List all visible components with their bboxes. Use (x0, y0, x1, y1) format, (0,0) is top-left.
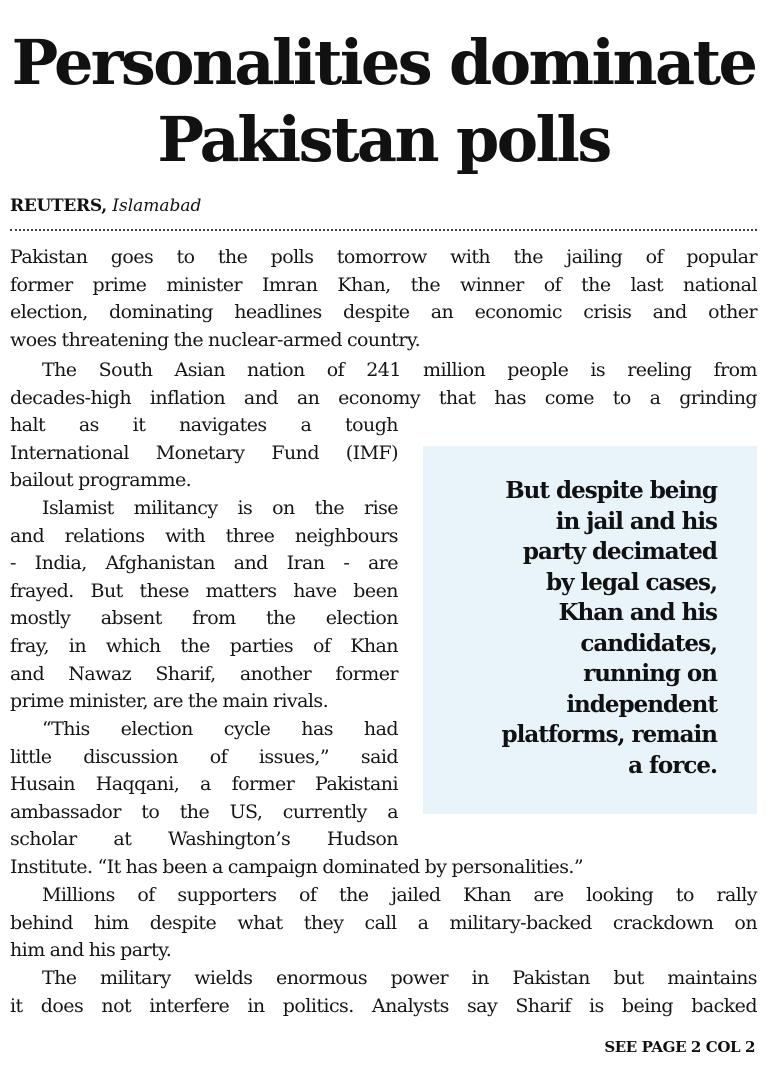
text-line: fray, in which the parties of Khan (10, 634, 398, 657)
text-line: bailout programme. (10, 469, 192, 492)
headline-line-2: Pakistan polls (157, 103, 610, 176)
text-line: decades-high inflation and an economy that has come to a grinding (10, 386, 757, 409)
text-line: The South Asian nation of 241 million people is reeling from (42, 359, 757, 381)
text-line: him and his party. (10, 939, 172, 962)
paragraph-4 (10, 716, 398, 854)
text-line: “This election cycle has had (42, 718, 398, 740)
paragraph-5 (10, 882, 757, 965)
text-line: mostly absent from the election (10, 607, 398, 630)
text-line: woes threatening the nuclear-armed country. (10, 328, 421, 351)
pullquote-line: a force. (628, 751, 717, 779)
text-line: Husain Haqqani, a former Pakistani (10, 773, 398, 796)
text-line: frayed. But these matters have been (10, 579, 398, 602)
text-line: former prime minister Imran Khan, the winner of the last national (10, 273, 757, 296)
pullquote-box (423, 446, 757, 814)
paragraph-2-wide (10, 357, 757, 412)
text-line: Institute. “It has been a campaign dominated by personalities.” (10, 856, 584, 878)
text-line: - India, Afghanistan and Iran - are (10, 552, 398, 575)
paragraph-3 (10, 495, 398, 716)
text-line: Islamist militancy is on the rise (42, 497, 398, 519)
dotted-divider (10, 229, 757, 231)
text-line: scholar at Washington’s Hudson (10, 828, 398, 851)
text-line: Millions of supporters of the jailed Khan are looking to rally (42, 884, 757, 906)
text-line: behind him despite what they call a military-backed crackdown on (10, 911, 757, 934)
pullquote-line: in jail and his (555, 507, 717, 535)
text-line: halt as it navigates a tough (10, 414, 398, 436)
text-line: International Monetary Fund (IMF) (10, 441, 398, 464)
pullquote-line: candidates, (580, 629, 717, 657)
text-line: The military wields enormous power in Pakistan but maintains (42, 967, 757, 989)
text-line: it does not interfere in politics. Analysts say Sharif is being backed (10, 994, 757, 1017)
pullquote-line: by legal cases, (546, 568, 717, 596)
text-line: ambassador to the US, currently a (10, 800, 398, 823)
text-line: and Nawaz Sharif, another former (10, 662, 398, 685)
text-line: prime minister, are the main rivals. (10, 690, 329, 713)
paragraph-4-tail (10, 854, 757, 882)
pullquote-line: independent (566, 690, 717, 718)
pullquote-line: platforms, remain (501, 721, 717, 748)
paragraph-1 (10, 244, 757, 354)
pullquote-line: But despite being (505, 477, 717, 504)
text-line: and relations with three neighbours (10, 524, 398, 547)
byline-dateline: Islamabad (112, 196, 202, 216)
pullquote-line: party decimated (522, 538, 717, 565)
text-line: election, dominating headlines despite an economic crisis and other (10, 301, 757, 324)
headline (0, 24, 767, 178)
paragraph-2-narrow (10, 412, 398, 495)
text-line: Pakistan goes to the polls tomorrow with the jailing of popular (10, 246, 757, 268)
headline-line-1: Personalities dominate (11, 26, 756, 99)
pullquote-line: Khan and his (558, 599, 717, 626)
paragraph-6 (10, 965, 757, 1020)
byline-agency: REUTERS, (10, 196, 107, 216)
pullquote (427, 476, 717, 781)
continuation-reference: SEE PAGE 2 COL 2 (604, 1038, 755, 1056)
byline (10, 195, 201, 217)
text-line: little discussion of issues,” said (10, 745, 398, 768)
pullquote-line: running on (583, 660, 717, 687)
